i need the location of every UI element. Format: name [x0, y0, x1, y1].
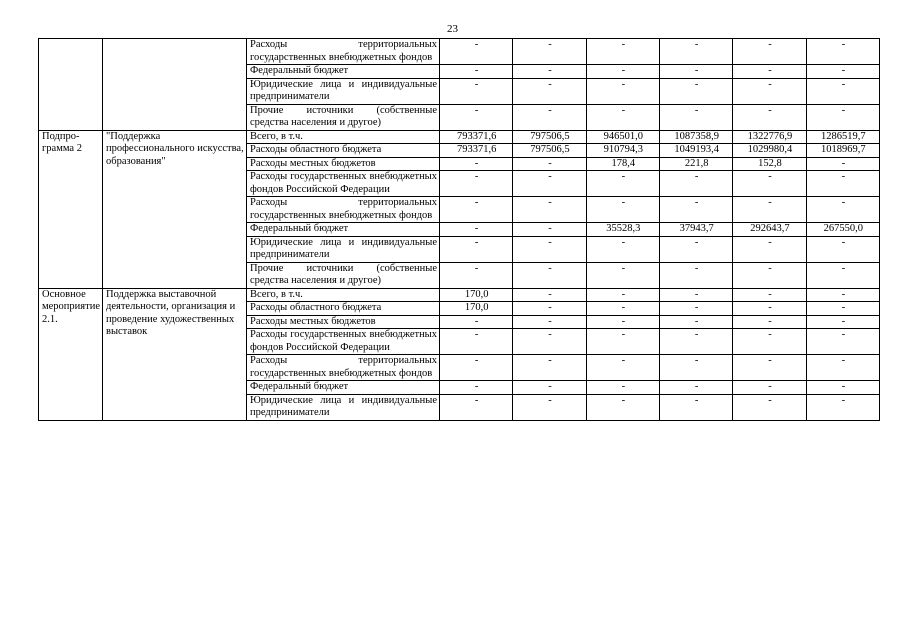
value-cell: -: [586, 288, 659, 302]
value-cell: 1049193,4: [659, 144, 732, 158]
value-cell: -: [659, 236, 732, 262]
value-cell: 793371,6: [440, 130, 513, 144]
funding-source-cell: Юридические лица и индивидуальные предприниматели: [247, 78, 440, 104]
value-cell: -: [586, 171, 659, 197]
value-cell: -: [659, 315, 732, 329]
value-cell: -: [440, 171, 513, 197]
value-cell: -: [659, 197, 732, 223]
value-cell: -: [513, 302, 586, 316]
value-cell: 910794,3: [586, 144, 659, 158]
value-cell: 797506,5: [513, 144, 586, 158]
value-cell: -: [513, 329, 586, 355]
value-cell: -: [659, 262, 732, 288]
value-cell: -: [586, 355, 659, 381]
value-cell: 221,8: [659, 157, 732, 171]
value-cell: -: [513, 157, 586, 171]
value-cell: -: [659, 78, 732, 104]
value-cell: -: [586, 394, 659, 420]
value-cell: -: [806, 65, 879, 79]
value-cell: -: [659, 381, 732, 395]
value-cell: 37943,7: [659, 223, 732, 237]
value-cell: -: [513, 223, 586, 237]
value-cell: -: [440, 262, 513, 288]
funding-source-cell: Расходы территориальных государственных внебюджетных фондов: [247, 355, 440, 381]
value-cell: 946501,0: [586, 130, 659, 144]
value-cell: -: [733, 315, 806, 329]
funding-source-cell: Расходы территориальных государственных внебюджетных фондов: [247, 39, 440, 65]
value-cell: -: [440, 236, 513, 262]
funding-source-cell: Прочие источники (собственные средства населения и другое): [247, 104, 440, 130]
value-cell: -: [733, 355, 806, 381]
value-cell: -: [586, 78, 659, 104]
value-cell: -: [586, 329, 659, 355]
value-cell: -: [513, 288, 586, 302]
funding-source-cell: Федеральный бюджет: [247, 65, 440, 79]
value-cell: -: [513, 262, 586, 288]
value-cell: -: [440, 223, 513, 237]
funding-table: [38, 38, 880, 421]
funding-source-cell: Федеральный бюджет: [247, 381, 440, 395]
value-cell: -: [513, 104, 586, 130]
value-cell: 1286519,7: [806, 130, 879, 144]
value-cell: -: [806, 262, 879, 288]
funding-source-cell: Расходы местных бюджетов: [247, 157, 440, 171]
funding-source-cell: Всего, в т.ч.: [247, 130, 440, 144]
value-cell: -: [733, 381, 806, 395]
value-cell: -: [806, 355, 879, 381]
value-cell: -: [806, 381, 879, 395]
funding-source-cell: Расходы государственных внебюджетных фондов Российской Федерации: [247, 171, 440, 197]
value-cell: -: [733, 394, 806, 420]
value-cell: 170,0: [440, 288, 513, 302]
value-cell: -: [586, 65, 659, 79]
value-cell: -: [659, 302, 732, 316]
value-cell: -: [659, 104, 732, 130]
value-cell: -: [806, 78, 879, 104]
value-cell: -: [513, 355, 586, 381]
value-cell: -: [806, 171, 879, 197]
value-cell: -: [440, 329, 513, 355]
value-cell: 1029980,4: [733, 144, 806, 158]
value-cell: -: [440, 39, 513, 65]
value-cell: -: [733, 329, 806, 355]
value-cell: -: [806, 104, 879, 130]
value-cell: -: [806, 315, 879, 329]
funding-source-cell: Расходы областного бюджета: [247, 144, 440, 158]
value-cell: -: [733, 262, 806, 288]
value-cell: -: [586, 381, 659, 395]
value-cell: -: [586, 236, 659, 262]
funding-source-cell: Расходы областного бюджета: [247, 302, 440, 316]
table-row: [39, 130, 880, 144]
value-cell: -: [513, 381, 586, 395]
value-cell: -: [440, 157, 513, 171]
value-cell: -: [513, 65, 586, 79]
value-cell: -: [733, 288, 806, 302]
value-cell: -: [806, 288, 879, 302]
value-cell: -: [806, 302, 879, 316]
value-cell: -: [806, 157, 879, 171]
value-cell: -: [440, 78, 513, 104]
value-cell: -: [806, 329, 879, 355]
value-cell: -: [586, 104, 659, 130]
value-cell: 1018969,7: [806, 144, 879, 158]
value-cell: 267550,0: [806, 223, 879, 237]
value-cell: -: [513, 197, 586, 223]
value-cell: -: [659, 65, 732, 79]
value-cell: -: [513, 394, 586, 420]
measure-2-1-group-title: Поддержка выставочной деятельности, организация и проведение художественных выставок: [103, 288, 247, 420]
funding-source-cell: Федеральный бюджет: [247, 223, 440, 237]
table-row: [39, 288, 880, 302]
value-cell: -: [733, 78, 806, 104]
value-cell: -: [806, 394, 879, 420]
subprogram-2-group-label: Подпро-грамма 2: [39, 130, 103, 288]
value-cell: -: [733, 197, 806, 223]
value-cell: -: [440, 355, 513, 381]
value-cell: -: [659, 394, 732, 420]
value-cell: -: [513, 39, 586, 65]
value-cell: -: [733, 104, 806, 130]
value-cell: -: [659, 171, 732, 197]
value-cell: 793371,6: [440, 144, 513, 158]
continuation-group-title: [103, 39, 247, 131]
funding-source-cell: Расходы территориальных государственных внебюджетных фондов: [247, 197, 440, 223]
value-cell: 797506,5: [513, 130, 586, 144]
value-cell: -: [659, 288, 732, 302]
value-cell: 292643,7: [733, 223, 806, 237]
value-cell: -: [659, 39, 732, 65]
value-cell: -: [440, 104, 513, 130]
value-cell: 152,8: [733, 157, 806, 171]
funding-table-body: [39, 39, 880, 421]
value-cell: -: [440, 394, 513, 420]
value-cell: 1087358,9: [659, 130, 732, 144]
value-cell: -: [586, 39, 659, 65]
funding-source-cell: Юридические лица и индивидуальные предприниматели: [247, 236, 440, 262]
funding-source-cell: Прочие источники (собственные средства населения и другое): [247, 262, 440, 288]
value-cell: -: [733, 65, 806, 79]
subprogram-2-group-title: "Поддержка профессионального искусства, образования": [103, 130, 247, 288]
value-cell: -: [659, 329, 732, 355]
value-cell: -: [586, 315, 659, 329]
continuation-group-label: [39, 39, 103, 131]
value-cell: -: [586, 262, 659, 288]
value-cell: -: [513, 236, 586, 262]
value-cell: -: [513, 171, 586, 197]
value-cell: -: [733, 302, 806, 316]
funding-source-cell: Юридические лица и индивидуальные предприниматели: [247, 394, 440, 420]
value-cell: -: [440, 65, 513, 79]
value-cell: -: [513, 315, 586, 329]
value-cell: 1322776,9: [733, 130, 806, 144]
value-cell: -: [586, 197, 659, 223]
value-cell: -: [733, 39, 806, 65]
funding-source-cell: Расходы государственных внебюджетных фондов Российской Федерации: [247, 329, 440, 355]
value-cell: 178,4: [586, 157, 659, 171]
value-cell: -: [806, 39, 879, 65]
value-cell: -: [659, 355, 732, 381]
funding-source-cell: Всего, в т.ч.: [247, 288, 440, 302]
page-number: 23: [447, 23, 458, 35]
value-cell: -: [733, 171, 806, 197]
value-cell: -: [513, 78, 586, 104]
value-cell: 170,0: [440, 302, 513, 316]
value-cell: -: [806, 236, 879, 262]
value-cell: -: [806, 197, 879, 223]
value-cell: -: [440, 381, 513, 395]
value-cell: -: [440, 197, 513, 223]
value-cell: 35528,3: [586, 223, 659, 237]
value-cell: -: [440, 315, 513, 329]
funding-source-cell: Расходы местных бюджетов: [247, 315, 440, 329]
value-cell: -: [586, 302, 659, 316]
measure-2-1-group-label: Основное мероприятие 2.1.: [39, 288, 103, 420]
value-cell: -: [733, 236, 806, 262]
table-row: [39, 39, 880, 65]
